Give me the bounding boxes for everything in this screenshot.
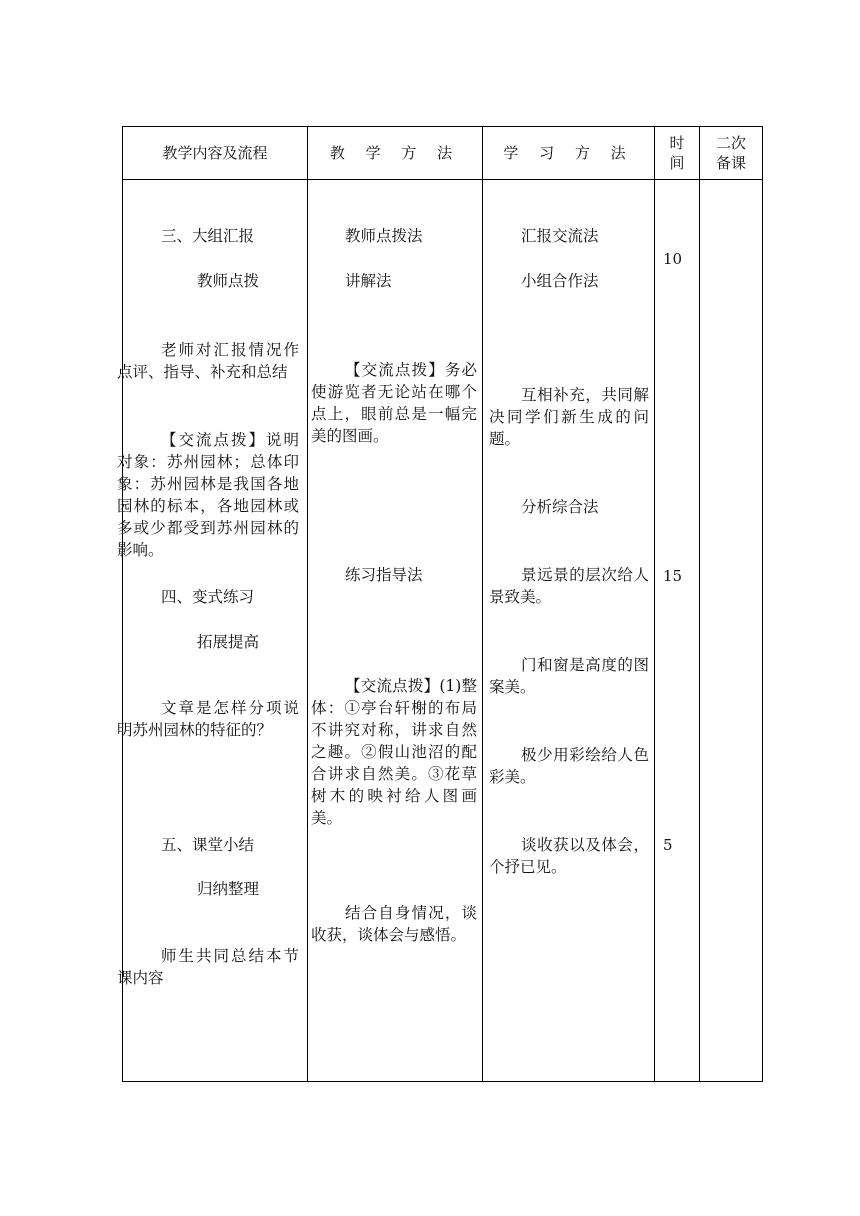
lesson-plan-table <box>117 126 763 1082</box>
learning-method-1: 汇报交流法 <box>521 227 599 245</box>
header-learning-method: 学 习 方 法 <box>503 144 634 162</box>
time-value-3: 5 <box>663 836 673 854</box>
teaching-method-1: 教师点拨法 <box>345 227 423 245</box>
learning-paragraph-5: 谈收获以及体会，个抒已见。 <box>489 836 649 876</box>
column-divider <box>654 127 655 1081</box>
section-3-title: 三、大组汇报 <box>161 227 255 245</box>
header-time-line1: 时 <box>669 134 685 152</box>
time-value-2: 15 <box>663 567 683 585</box>
section-3-subtitle: 教师点拨 <box>197 272 260 290</box>
header-second-prep-line1: 二次 <box>715 134 746 152</box>
header-teaching-method: 教 学 方 法 <box>329 144 461 162</box>
section-3-paragraph-2: 【交流点拨】说明对象：苏州园林；总体印象：苏州园林是我国各地园林的标本，各地园林或多或少都受到苏州园林的影响。 <box>117 431 299 559</box>
section-4-subtitle: 拓展提高 <box>197 633 260 651</box>
header-content-flow: 教学内容及流程 <box>162 144 268 162</box>
learning-paragraph-2: 景远景的层次给人景致美。 <box>489 566 649 606</box>
section-4-title: 四、变式练习 <box>161 588 255 606</box>
header-second-prep <box>700 127 762 179</box>
teaching-paragraph-3: 结合自身情况，谈收获，谈体会与感悟。 <box>311 904 477 944</box>
learning-paragraph-3: 门和窗是高度的图案美。 <box>489 656 649 696</box>
header-second-prep-line2: 备课 <box>715 154 746 172</box>
section-5-subtitle: 归纳整理 <box>197 880 260 898</box>
column-divider <box>699 127 700 1081</box>
learning-paragraph-4: 极少用彩绘给人色彩美。 <box>489 746 649 786</box>
section-5-title: 五、课堂小结 <box>161 836 255 854</box>
teaching-paragraph-1: 【交流点拨】务必使游览者无论站在哪个点上，眼前总是一幅完美的图画。 <box>311 361 477 445</box>
time-value-1: 10 <box>663 250 683 268</box>
section-3-paragraph-1: 老师对汇报情况作点评、指导、补充和总结 <box>117 341 299 381</box>
column-divider <box>307 127 308 1081</box>
learning-paragraph-1: 互相补充，共同解决同学们新生成的问题。 <box>489 386 649 448</box>
section-5-paragraph: 师生共同总结本节课内容 <box>117 947 299 987</box>
teaching-method-2: 讲解法 <box>345 272 392 290</box>
header-time <box>655 127 699 179</box>
learning-method-3: 分析综合法 <box>521 498 599 516</box>
teaching-paragraph-2: 【交流点拨】(1)整体：①亭台轩榭的布局不讲究对称，讲求自然之趣。②假山池沼的配合讲求自然美。③花草树木的映衬给人图画美。 <box>311 677 477 827</box>
teaching-method-3: 练习指导法 <box>345 566 423 584</box>
section-4-paragraph: 文章是怎样分项说明苏州园林的特征的？ <box>117 699 299 739</box>
header-row-divider <box>123 179 762 180</box>
learning-method-2: 小组合作法 <box>521 272 599 290</box>
column-divider <box>482 127 483 1081</box>
header-time-line2: 间 <box>669 154 685 172</box>
